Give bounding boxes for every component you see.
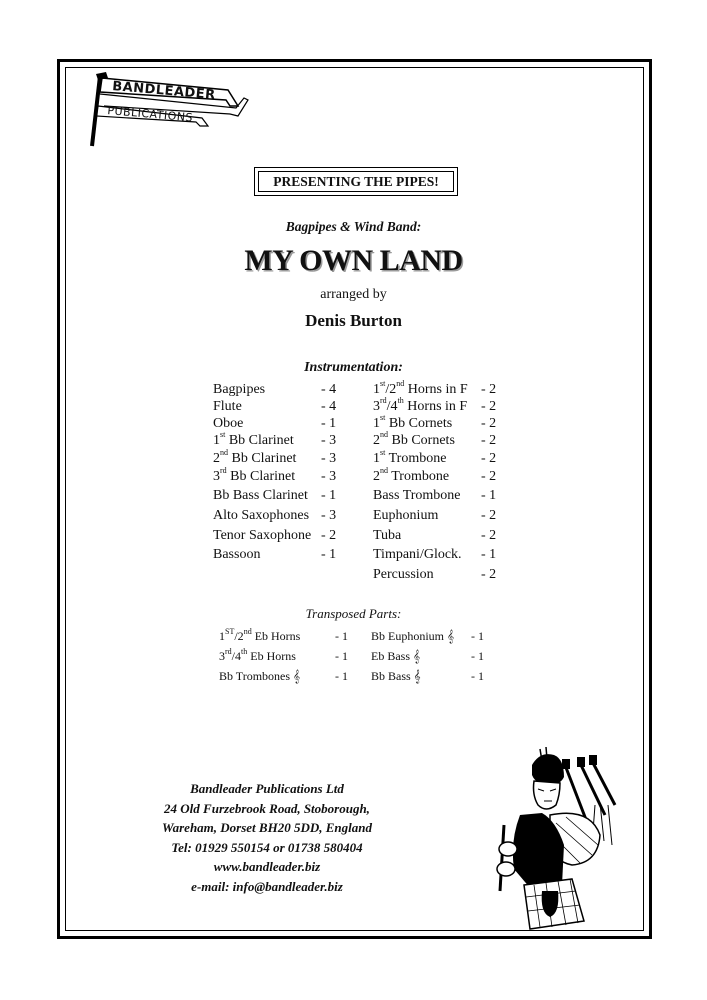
instrument-name: 1st/2nd Horns in F (373, 379, 468, 397)
instrument-count: - 2 (481, 508, 497, 523)
instrument-count: - 2 (481, 433, 497, 448)
instrument-count: - 2 (481, 469, 497, 484)
transposed-part-name: Bb Euphonium 𝄞 (371, 629, 455, 643)
instrument-count: - 1 (481, 547, 497, 562)
instrument-name: 2nd Bb Clarinet (213, 448, 297, 466)
transposed-part-name: Bb Bass 𝄞 (371, 669, 421, 683)
address-line: Wareham, Dorset BH20 5DD, England (162, 820, 372, 836)
instrument-count: - 3 (321, 451, 337, 466)
instrument-name: Bassoon (213, 547, 261, 562)
transposed-part-count: - 1 (471, 629, 484, 643)
instrumentation-heading: Instrumentation: (304, 360, 403, 375)
subtitle: Bagpipes & Wind Band: (285, 219, 422, 234)
instrument-count: - 2 (481, 416, 497, 431)
instrument-name: Bass Trombone (373, 488, 461, 503)
instrument-count: - 4 (321, 399, 337, 414)
transposed-part-name: Eb Bass 𝄞 (371, 649, 421, 663)
presenting-banner (254, 167, 458, 196)
banner-text: PRESENTING THE PIPES! (258, 171, 454, 192)
page-title: MY OWN LAND (244, 244, 463, 277)
instrument-count: - 3 (321, 508, 337, 523)
instrument-count: - 2 (481, 567, 497, 582)
instrument-count: - 3 (321, 469, 337, 484)
instrument-count: - 2 (481, 528, 497, 543)
instrument-name: Percussion (373, 567, 434, 582)
instrument-name: 1st Trombone (373, 448, 447, 466)
instrument-count: - 1 (321, 547, 337, 562)
address-line: 24 Old Furzebrook Road, Stoborough, (164, 800, 370, 816)
instrument-name: 3rd Bb Clarinet (213, 466, 296, 484)
instrument-name: 2nd Trombone (373, 466, 450, 484)
arranged-by-label: arranged by (320, 287, 387, 302)
instrument-count: - 3 (321, 433, 337, 448)
bagpiper-illustration (480, 745, 625, 931)
email-link[interactable]: e-mail: info@bandleader.biz (191, 878, 343, 894)
instrument-name: Tuba (373, 528, 402, 543)
instrument-name: Bb Bass Clarinet (213, 488, 308, 503)
arranger-name: Denis Burton (305, 311, 402, 330)
instrument-name: 1st Bb Clarinet (213, 430, 294, 448)
logo-text-publications: PUBLICATIONS (106, 104, 194, 125)
instrument-name: Bagpipes (213, 382, 266, 397)
transposed-part-count: - 1 (335, 669, 348, 683)
instrument-name: Tenor Saxophone (213, 528, 312, 543)
address-line: Tel: 01929 550154 or 01738 580404 (171, 839, 363, 855)
transposed-part-count: - 1 (471, 669, 484, 683)
instrument-name: Euphonium (373, 508, 439, 523)
instrument-count: - 2 (481, 382, 497, 397)
instrument-count: - 1 (321, 488, 337, 503)
transposed-part-count: - 1 (471, 649, 484, 663)
instrument-count: - 2 (321, 528, 337, 543)
instrument-name: Alto Saxophones (213, 508, 310, 523)
instrument-count: - 1 (321, 416, 337, 431)
instrument-count: - 4 (321, 382, 337, 397)
website-link[interactable]: www.bandleader.biz (213, 859, 321, 875)
instrument-name: 2nd Bb Cornets (373, 430, 455, 448)
instrument-name: Flute (213, 399, 242, 414)
transposed-part-count: - 1 (335, 649, 348, 663)
transposed-part-name: 1ST/2nd Eb Horns (219, 627, 301, 643)
instrument-count: - 1 (481, 488, 497, 503)
address-line: Bandleader Publications Ltd (190, 781, 344, 796)
instrument-name: 1st Bb Cornets (373, 413, 453, 431)
publisher-address (122, 779, 412, 897)
logo-text-bandleader: BANDLEADER (111, 79, 217, 103)
transposed-part-name: 3rd/4th Eb Horns (219, 647, 296, 663)
instrument-name: 3rd/4th Horns in F (373, 396, 468, 414)
transposed-parts-heading: Transposed Parts: (305, 606, 402, 621)
instrument-name: Timpani/Glock. (373, 547, 462, 562)
transposed-part-count: - 1 (335, 629, 348, 643)
instrument-count: - 2 (481, 451, 497, 466)
instrument-name: Oboe (213, 416, 244, 431)
transposed-part-name: Bb Trombones 𝄞 (219, 669, 301, 683)
instrument-count: - 2 (481, 399, 497, 414)
